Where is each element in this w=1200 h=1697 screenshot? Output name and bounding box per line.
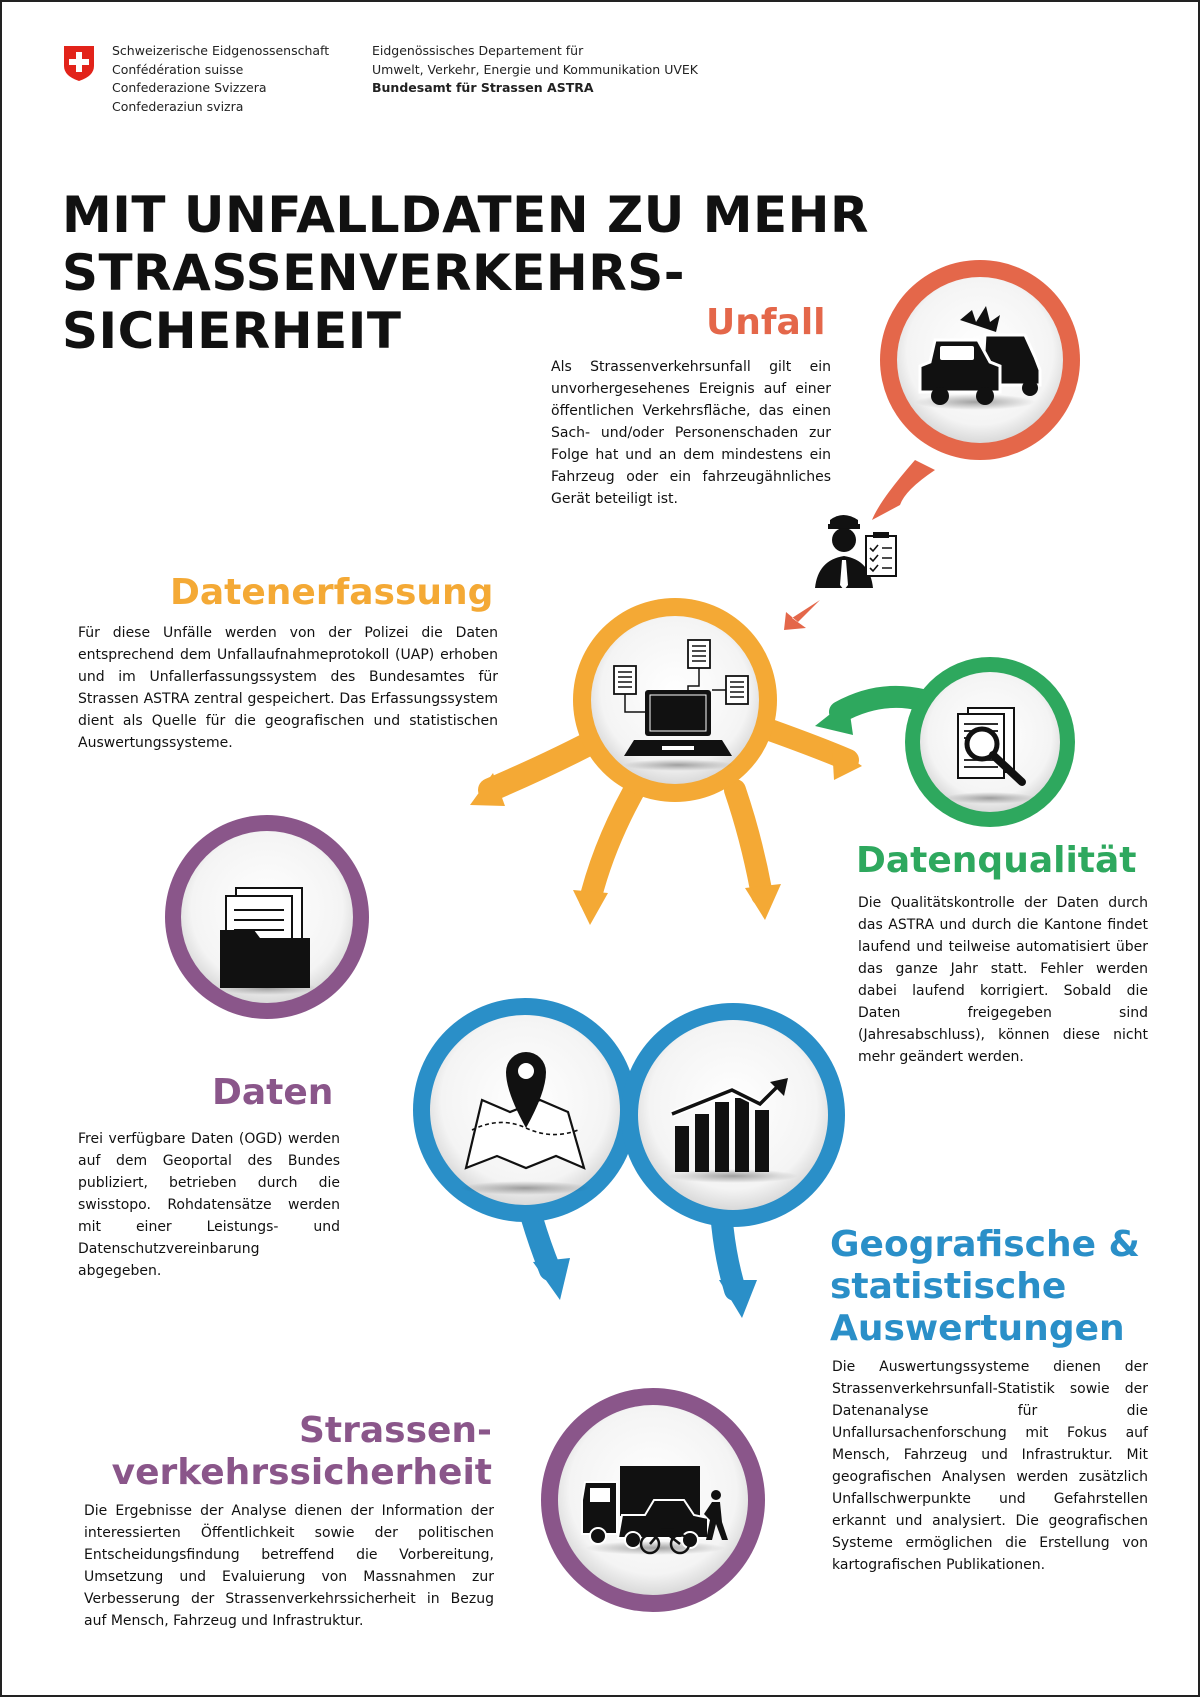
auswertungen-text: Die Auswertungssysteme dienen der Strassenverkehrsunfall-Statistik sowie der Datenanalyse für die Unfallursachenforschung mit Fokus auf Mensch, Fahrzeug und Infrastruktur. Mit geografischen Analysen werden zusätzlich Unfallschwerpunkte und Gefahrstellen erkannt und analysiert. Die geografischen Systeme ermöglichen die Erstellung von kartografischen Publikationen. — [832, 1359, 1148, 1573]
federation-line: Confederazione Svizzera — [112, 80, 267, 95]
heading-line: verkehrssicherheit — [111, 1452, 492, 1493]
folder-icon — [217, 888, 317, 995]
daten-heading: Daten — [212, 1072, 334, 1113]
datenqualitaet-heading: Datenqualität — [856, 840, 1137, 881]
auswertungen-heading — [830, 1224, 1140, 1350]
daten-text: Frei verfügbare Daten (OGD) werden auf dem Geoportal des Bundes publiziert, betrieben durch die swisstopo. Rohdatensätze werden mit einer Leistungs- und Datenschutzvereinbarung abgegeben. — [78, 1131, 340, 1279]
unfall-arrow — [784, 600, 820, 630]
unfall-heading: Unfall — [706, 302, 826, 343]
title-line: SICHERHEIT — [62, 302, 402, 360]
department-line: Umwelt, Verkehr, Energie und Kommunikation UVEK — [372, 61, 699, 77]
datenqualitaet-text: Die Qualitätskontrolle der Daten durch das ASTRA und durch die Kantone findet laufend und teilweise automatisiert über das ganze Jahr statt. Fehler werden dabei laufend korrigiert. Sobald die Daten freigegeben sind (Jahresabschluss), können diese nicht mehr geändert werden. — [858, 895, 1148, 1065]
datenerfassung-heading: Datenerfassung — [170, 572, 494, 613]
unfall-text: Als Strassenverkehrsunfall gilt ein unvorhergesehenes Ereignis auf einer öffentlichen Verkehrsfläche, das einen Sach- und/oder Personenschaden zur Folge hat und an dem mindestens ein Fahrzeug oder ein fahrzeugähnliches Gerät beteiligt ist. — [551, 359, 831, 507]
heading-line: Strassen- — [298, 1410, 492, 1451]
sicherheit-heading — [88, 1410, 492, 1494]
heading-line: Geografische & — [830, 1224, 1140, 1265]
federation-line: Confédération suisse — [112, 61, 244, 77]
title-line: STRASSENVERKEHRS- — [62, 244, 685, 302]
police-officer-icon — [815, 515, 896, 590]
sicherheit-text: Die Ergebnisse der Analyse dienen der Information der interessierten Öffentlichkeit sowie der politischen Entscheidungsfindung betreffend die Vorbereitung, Umsetzung und Evaluierung von Massnahmen zur Verbesserung der Strassenverkehrssicherheit in Bezug auf Mensch, Fahrzeug und Infrastruktur. — [84, 1503, 494, 1629]
heading-line: Auswertungen — [830, 1308, 1125, 1349]
department-line: Eidgenössisches Departement für — [372, 43, 584, 58]
office-name: Bundesamt für Strassen ASTRA — [372, 80, 594, 95]
federation-line: Confederaziun svizra — [112, 98, 244, 114]
federation-line: Schweizerische Eidgenossenschaft — [112, 43, 330, 58]
heading-line: statistische — [830, 1266, 1067, 1307]
datenerfassung-text: Für diese Unfälle werden von der Polizei die Daten entsprechend dem Unfallaufnahmeprotokoll (UAP) erhoben und im Unfallerfassungssystem des Bundesamtes für Strassen ASTRA zentral gespeichert. Das Erfassungssystem dient als Quelle für die geografischen und statistischen Auswertungssysteme. — [78, 625, 498, 751]
title-line: MIT UNFALLDATEN ZU MEHR — [62, 186, 870, 244]
datenqualitaet-pin — [815, 657, 1075, 827]
